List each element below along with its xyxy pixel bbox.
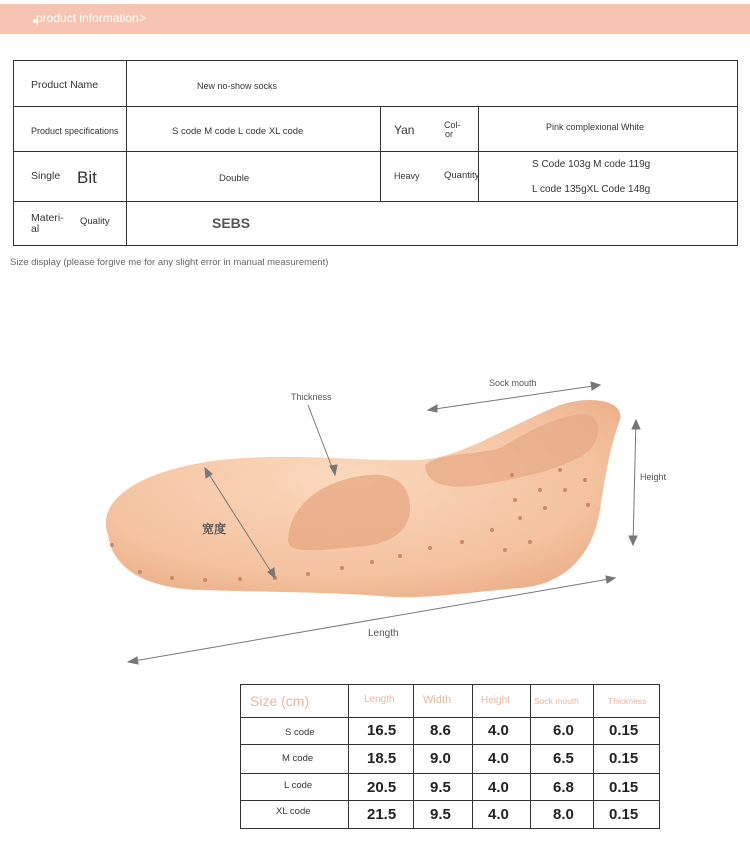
color-value: Pink complexional White	[546, 122, 645, 132]
color-label-part: or	[445, 129, 454, 139]
weight-label: Heavy	[394, 171, 420, 181]
width-label: 宽度	[202, 522, 227, 536]
m-width: 9.0	[430, 750, 451, 767]
size-table	[240, 684, 660, 829]
col-divider	[478, 106, 479, 201]
color-label: Yan	[394, 123, 415, 137]
xl-height: 4.0	[488, 806, 509, 823]
header-width: Width	[423, 694, 452, 706]
s-height: 4.0	[488, 722, 509, 739]
l-width: 9.5	[430, 779, 451, 796]
specifications-value: S code M code L code XL code	[172, 126, 304, 137]
row-divider	[14, 201, 737, 202]
row-label-xl: XL code	[276, 806, 311, 817]
material-label: Materi-	[31, 212, 64, 224]
l-height: 4.0	[488, 779, 509, 796]
material-label-part: Quality	[80, 216, 110, 227]
xl-length: 21.5	[367, 806, 397, 823]
row-divider	[14, 151, 737, 152]
m-height: 4.0	[488, 750, 509, 767]
color-label-part: Col-	[444, 120, 461, 130]
s-length: 16.5	[367, 722, 397, 739]
row-label-s: S code	[285, 727, 315, 738]
thickness-label: Thickness	[291, 392, 332, 402]
header-size: Size (cm)	[250, 693, 310, 709]
row-label-m: M code	[282, 753, 314, 764]
section-banner	[0, 4, 750, 34]
material-value: SEBS	[212, 215, 251, 231]
header-length: Length	[364, 694, 395, 705]
product-spec-table	[13, 60, 738, 246]
banner-label: product information>	[36, 11, 146, 25]
xl-thickness: 0.15	[609, 806, 639, 823]
xl-sock-mouth: 8.0	[553, 806, 574, 823]
header-height: Height	[481, 695, 510, 706]
height-label: Height	[640, 472, 667, 482]
unit-label: Single	[31, 170, 61, 182]
header-thickness: Thickness	[608, 696, 647, 706]
m-sock-mouth: 6.5	[553, 750, 574, 767]
s-width: 8.6	[430, 722, 451, 739]
sock-mouth-label: Sock mouth	[489, 378, 537, 388]
weight-value-line: S Code 103g M code 119g	[532, 159, 651, 170]
col-divider	[126, 61, 127, 245]
header-sock-mouth: Sock mouth	[534, 696, 579, 706]
xl-width: 9.5	[430, 806, 451, 823]
weight-label-part: Quantity	[444, 170, 480, 181]
length-label: Length	[368, 628, 399, 639]
unit-value: Double	[219, 173, 250, 184]
unit-label-part: Bit	[77, 168, 97, 187]
row-label-l: L code	[284, 780, 313, 791]
l-sock-mouth: 6.8	[553, 779, 574, 796]
sock-diagram	[0, 360, 750, 680]
m-thickness: 0.15	[609, 750, 639, 767]
product-name-label: Product Name	[31, 79, 99, 91]
col-divider	[380, 106, 381, 201]
weight-value-line: L code 135gXL Code 148g	[532, 184, 651, 195]
l-thickness: 0.15	[609, 779, 639, 796]
measurement-note: Size display (please forgive me for any slight error in manual measurement)	[10, 257, 329, 268]
row-divider	[14, 106, 737, 107]
m-length: 18.5	[367, 750, 397, 767]
s-sock-mouth: 6.0	[553, 722, 574, 739]
specifications-label: Product specifications	[31, 126, 119, 136]
l-length: 20.5	[367, 779, 397, 796]
material-label-part: al	[31, 223, 40, 235]
product-name-value: New no-show socks	[197, 81, 278, 91]
s-thickness: 0.15	[609, 722, 639, 739]
